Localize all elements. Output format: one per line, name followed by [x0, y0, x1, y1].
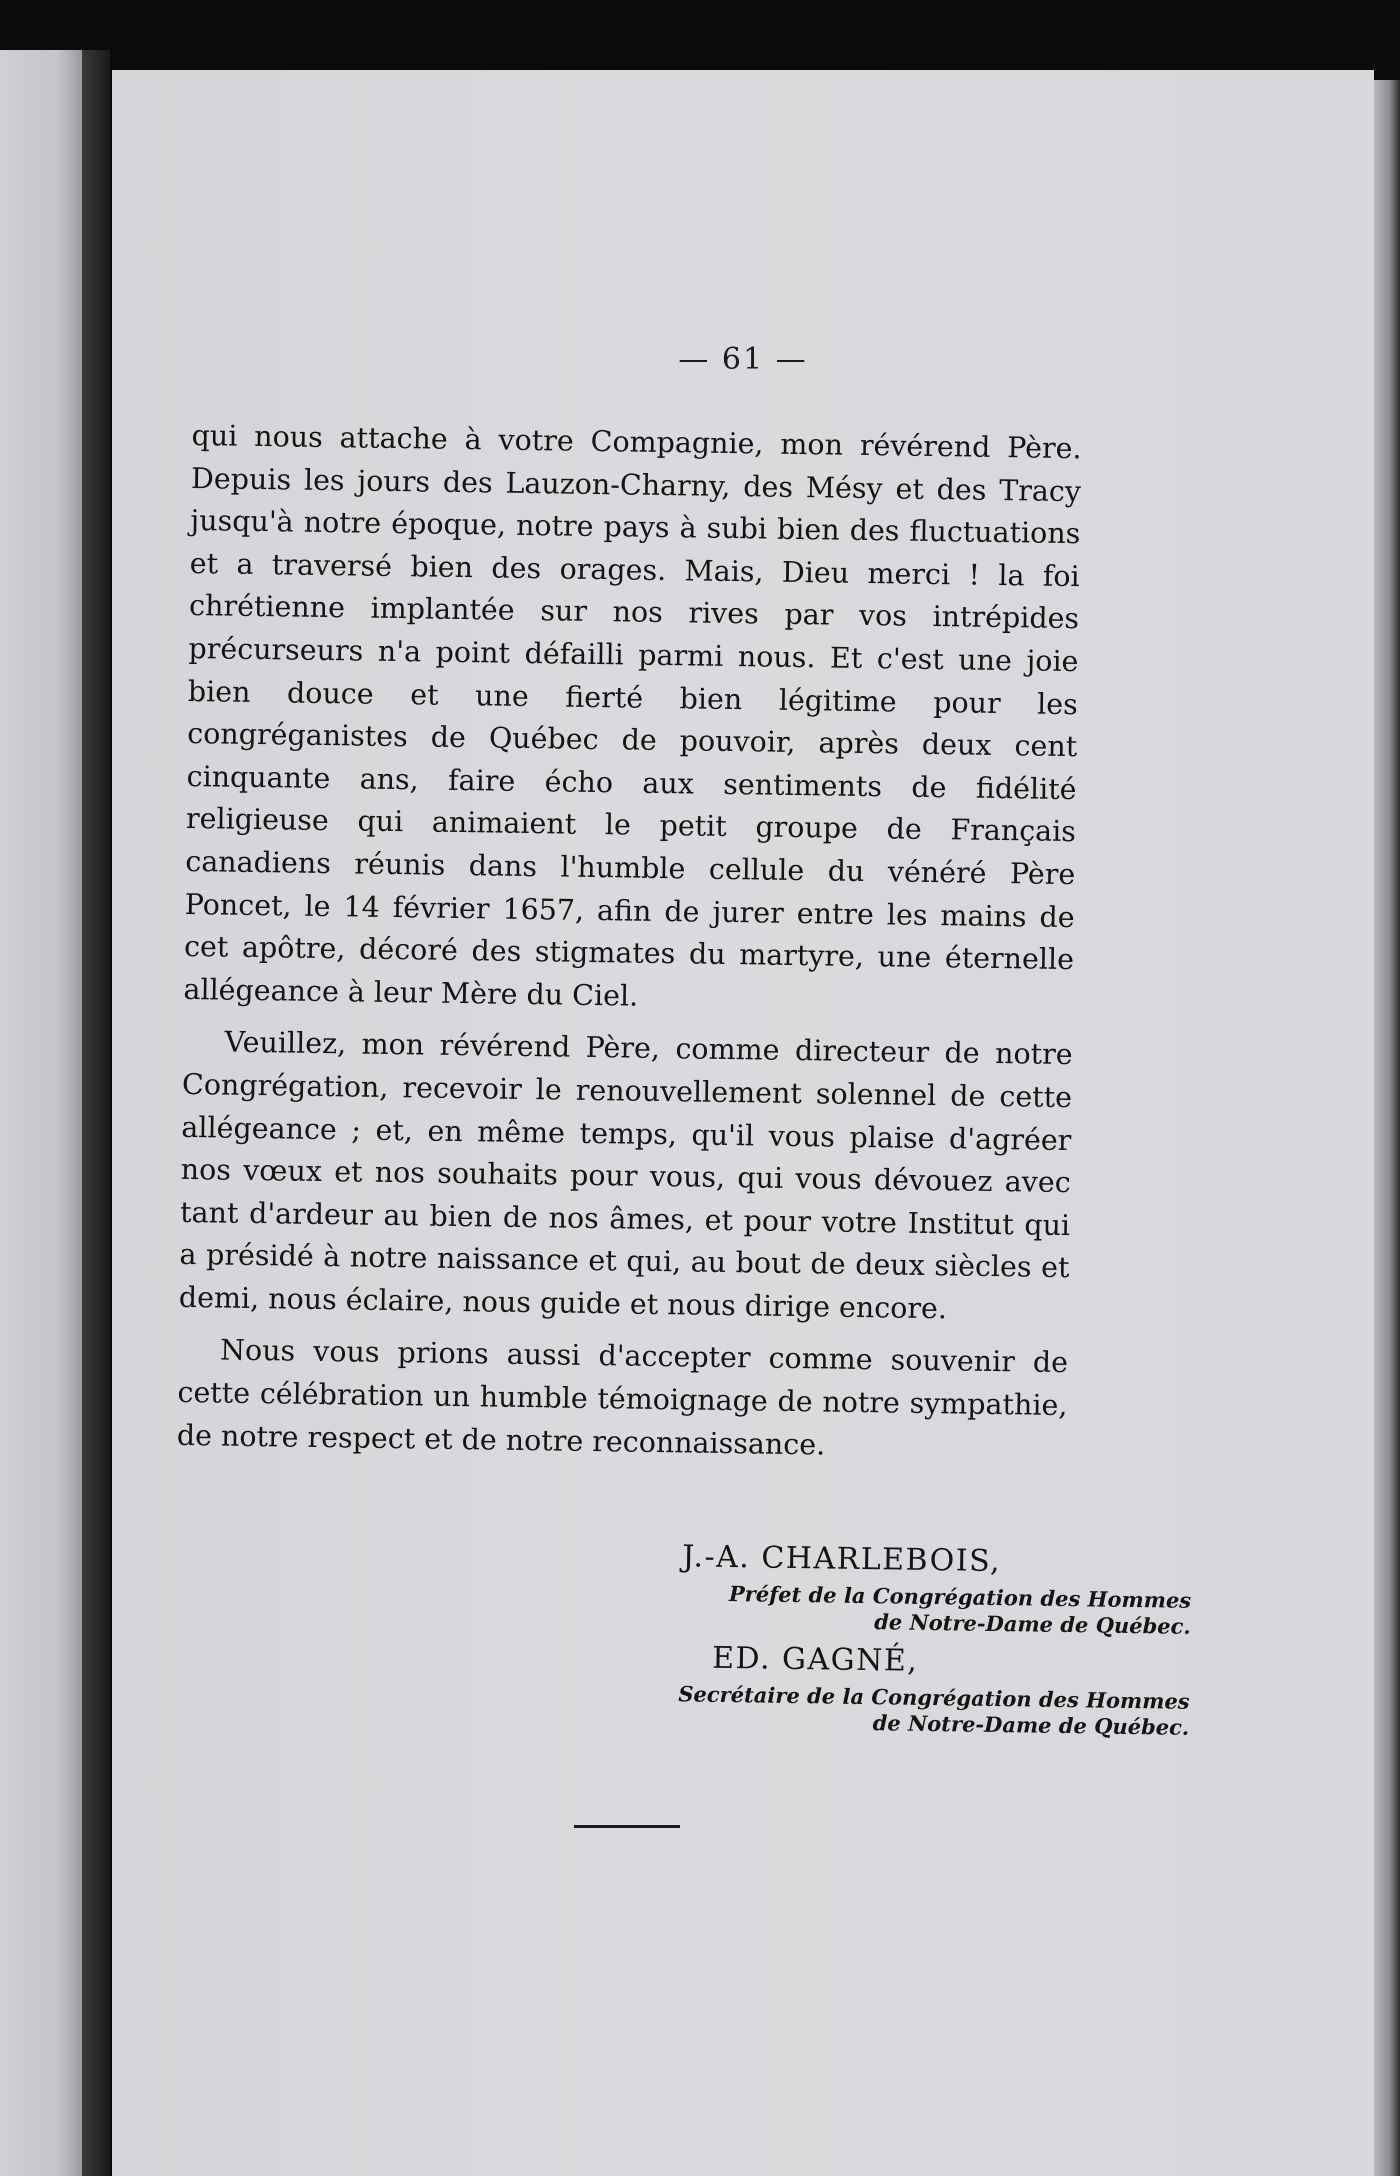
signatory-name-2: ED. GAGNÉ, — [711, 1640, 919, 1679]
page-number: — 61 — — [678, 342, 808, 377]
signatory-name-1: J.-A. CHARLEBOIS, — [682, 1539, 1002, 1580]
binding-gutter — [82, 50, 110, 2176]
signatory-title-1 — [391, 1576, 1202, 1640]
closing-rule — [574, 1825, 680, 1828]
signatory-title-1-line-1: Préfet de la Congrégation des Hommes — [728, 1581, 1192, 1613]
paragraph-3: Nous vous prions aussi d'accepter comme souvenir de cette célébration un humble témoignage de notre sympathie, de notre respect et de notre reconnaissance. — [176, 1333, 1069, 1462]
signatory-title-2 — [389, 1677, 1200, 1741]
signatory-title-2-line-1: Secrétaire de la Congrégation des Hommes — [678, 1681, 1190, 1714]
body-text — [177, 415, 1082, 1470]
paragraph-2: Veuillez, mon révérend Père, comme directeur de notre Congrégation, recevoir le renouvellement solennel de cette allégeance ; et, en même temps, qu'il vous plaise d'agréer nos vœux et nos souhaits pour vous, qui vous dévouez avec tant d'ardeur au bien de nos âmes, et pour votre Institut qui a présidé à notre naissance et qui, au bout de deux siècles et demi, nous éclaire, nous guide et nous dirige encore. — [178, 1025, 1073, 1326]
signatory-title-1-line-2: de Notre-Dame de Québec. — [874, 1609, 1191, 1639]
book-page — [112, 70, 1374, 2176]
right-page-edge — [1374, 80, 1400, 2176]
signature-block — [389, 1535, 1202, 1741]
signatory-title-2-line-2: de Notre-Dame de Québec. — [872, 1710, 1190, 1740]
previous-page-edge — [0, 50, 82, 2176]
paragraph-1: qui nous attache à votre Compagnie, mon révérend Père. Depuis les jours des Lauzon-Charny, des Mésy et des Tracy jusqu'à notre époque, notre pays à subi bien des fluctuations et a traversé bien des orages. Mais, Dieu merci ! la foi chrétienne implantée sur nos rives par vos intrépides précurseurs n'a point défailli parmi nous. Et c'est une joie bien douce et une fierté bien légitime pour les congréganistes de Québec de pouvoir, après deux cent cinquante ans, faire écho aux sentiments de fidélité religieuse qui animaient le petit groupe de Français canadiens réunis dans l'humble cellule du vénéré Père Poncet, le 14 février 1657, afin de jurer entre les mains de cet apôtre, décoré des stigmates du martyre, une éternelle allégeance à leur Mère du Ciel. — [183, 418, 1082, 1013]
